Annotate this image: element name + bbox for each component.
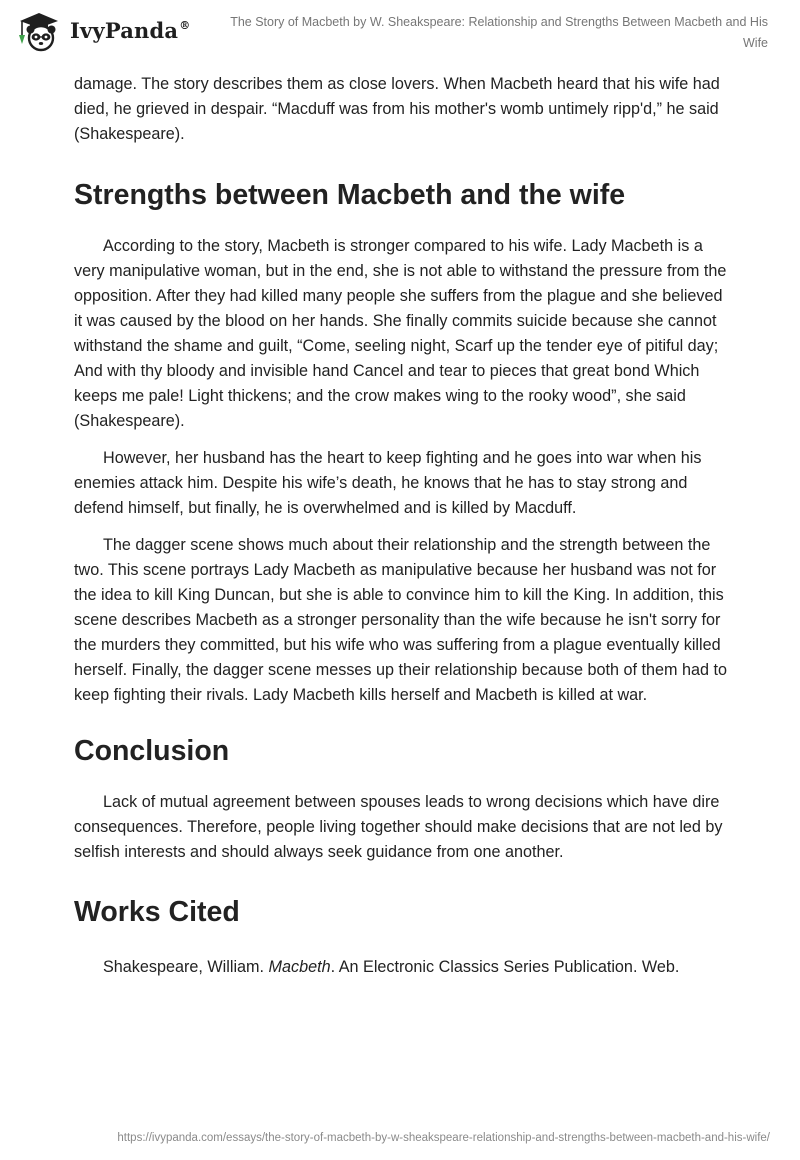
essay-content <box>74 72 730 980</box>
citation-title: Macbeth <box>268 958 331 976</box>
registered-mark: ® <box>179 18 191 32</box>
page-header <box>0 0 800 66</box>
citation-author: Shakespeare, William. <box>103 958 269 976</box>
brand-name: IvyPanda® <box>70 17 191 43</box>
panda-graduate-icon <box>14 8 64 52</box>
ivypanda-logo[interactable] <box>14 8 190 52</box>
strengths-paragraph-3: The dagger scene shows much about their relationship and the strength between the two. This scene portrays Lady Macbeth as manipulative because her husband was not for the idea to kill King Duncan, but she is able to convince him to kill the King. In addition, this scene describes Macbeth as a stronger personality than the wife because he isn't sorry for the murders they committed, but his wife who was suffering from a plague eventually killed herself. Finally, the dagger scene messes up their relationship because both of them had to keep fighting their rivals. Lady Macbeth kills herself and Macbeth is killed at war. <box>74 536 727 704</box>
strengths-heading: Strengths between Macbeth and the wife <box>74 179 626 211</box>
essay-header-title: The Story of Macbeth by W. Sheakspeare: Relationship and Strengths Between Macbeth and His Wife <box>230 15 768 50</box>
citation-rest: . An Electronic Classics Series Publication. Web. <box>330 958 680 976</box>
conclusion-heading: Conclusion <box>74 735 230 767</box>
citation-entry <box>74 955 730 980</box>
intro-paragraph: damage. The story describes them as close lovers. When Macbeth heard that his wife had died, he grieved in despair. “Macduff was from his mother's womb untimely ripp'd,” he said (Shakespeare). <box>74 75 720 143</box>
conclusion-paragraph: Lack of mutual agreement between spouses leads to wrong decisions which have dire consequences. Therefore, people living together should make decisions that are not led by selfish interests and should always seek guidance from one another. <box>74 793 723 861</box>
strengths-paragraph-2: However, her husband has the heart to keep fighting and he goes into war when his enemies attack him. Despite his wife’s death, he knows that he has to stay strong and defend himself, but finally, he is overwhelmed and is killed by Macduff. <box>74 449 702 517</box>
works-cited-heading: Works Cited <box>74 896 240 928</box>
source-url-link[interactable]: https://ivypanda.com/essays/the-story-of-macbeth-by-w-sheakspeare-relationship-and-strengths-between-macbeth-and-his-wife/ <box>117 1132 770 1144</box>
strengths-paragraph-1: According to the story, Macbeth is stronger compared to his wife. Lady Macbeth is a very manipulative woman, but in the end, she is not able to withstand the pressure from the opposition. After they had killed many people she suffers from the plague and she believed it was caused by the blood on her hands. She finally commits suicide because she cannot withstand the shame and guilt, “Come, seeling night, Scarf up the tender eye of pitiful day; And with thy bloody and invisible hand Cancel and tear to pieces that great bond Which keeps me pale! Light thickens; and the crow makes wing to the rooky wood”, she said (Shakespeare). <box>74 237 727 430</box>
